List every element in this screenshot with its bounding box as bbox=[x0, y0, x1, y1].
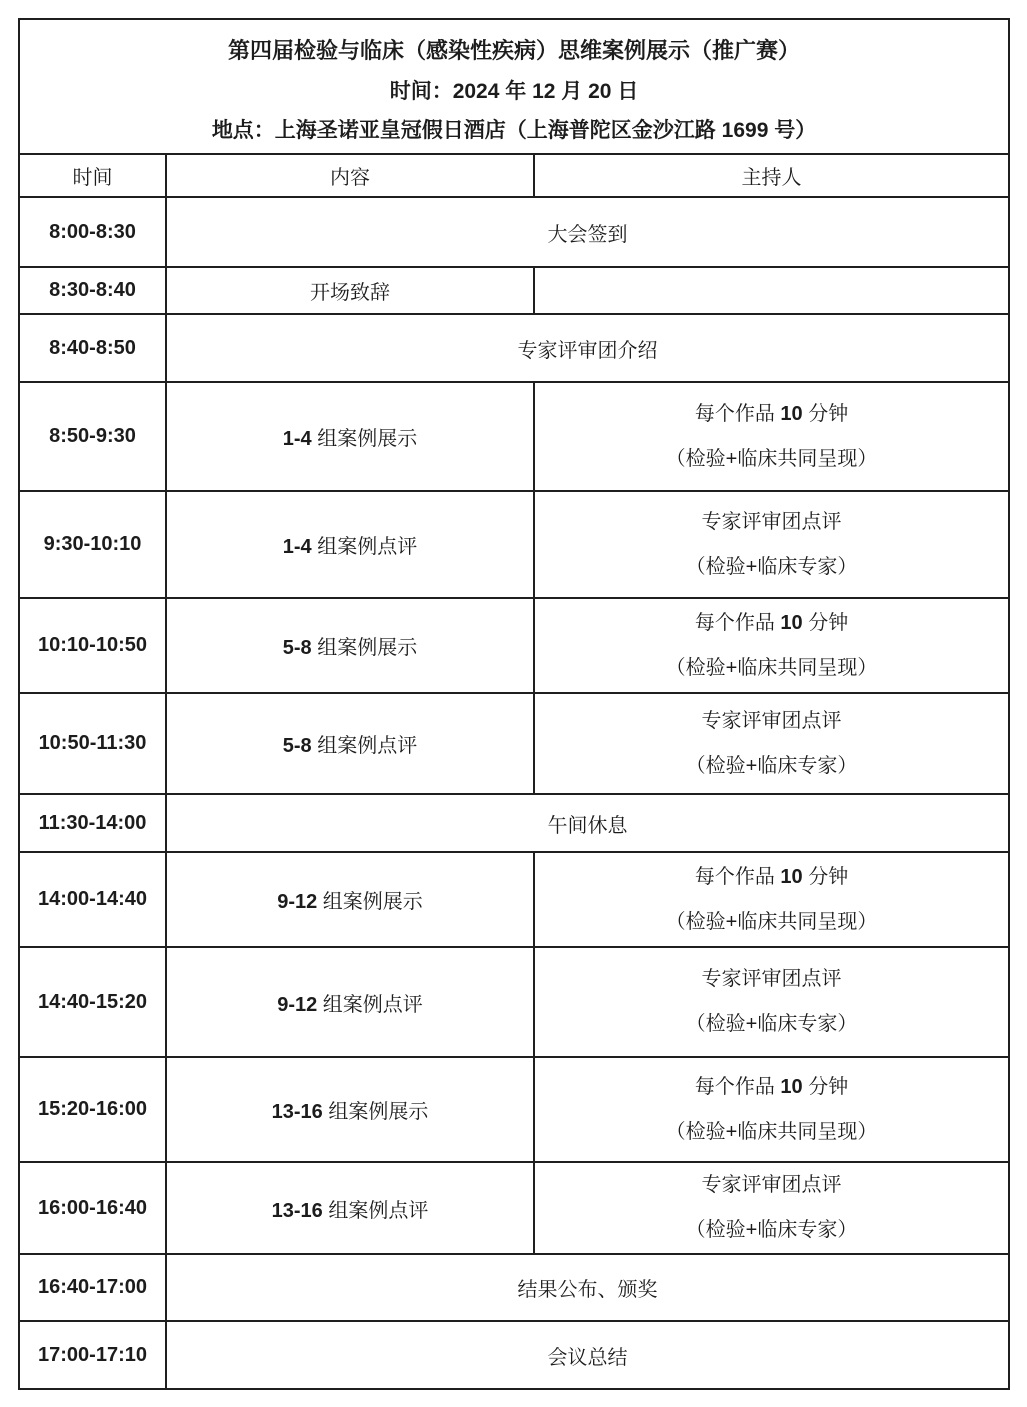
host-line-1: 专家评审团点评 bbox=[701, 709, 842, 732]
content-cell: 5-8 组案例展示 bbox=[166, 598, 534, 693]
table-row bbox=[19, 314, 1009, 382]
merged-content-cell: 会议总结 bbox=[166, 1321, 1009, 1389]
merged-content-cell: 专家评审团介绍 bbox=[166, 314, 1009, 382]
host-cell bbox=[534, 1057, 1009, 1162]
host-line-1: 每个作品 10 分钟 bbox=[694, 611, 849, 634]
host-cell bbox=[534, 947, 1009, 1057]
column-header-host: 主持人 bbox=[534, 154, 1009, 197]
merged-content-cell: 午间休息 bbox=[166, 794, 1009, 852]
content-cell: 5-8 组案例点评 bbox=[166, 693, 534, 794]
time-cell: 10:50-11:30 bbox=[19, 693, 166, 794]
merged-content-cell: 结果公布、颁奖 bbox=[166, 1254, 1009, 1321]
table-row bbox=[19, 197, 1009, 267]
host-line-2: （检验+临床专家） bbox=[685, 1219, 858, 1241]
host-line-2: （检验+临床共同呈现） bbox=[665, 910, 878, 933]
time-cell: 8:30-8:40 bbox=[19, 267, 166, 314]
table-row bbox=[19, 491, 1009, 598]
time-cell: 8:40-8:50 bbox=[19, 314, 166, 382]
table-row bbox=[19, 267, 1009, 314]
host-cell bbox=[534, 382, 1009, 491]
time-cell: 8:00-8:30 bbox=[19, 197, 166, 267]
column-header-time: 时间 bbox=[19, 154, 166, 197]
host-cell-empty bbox=[534, 267, 1009, 314]
time-cell: 10:10-10:50 bbox=[19, 598, 166, 693]
table-row bbox=[19, 598, 1009, 693]
time-cell: 14:40-15:20 bbox=[19, 947, 166, 1057]
content-cell: 13-16 组案例展示 bbox=[166, 1057, 534, 1162]
host-line-2: （检验+临床专家） bbox=[685, 555, 858, 578]
title-block bbox=[19, 19, 1009, 154]
table-row bbox=[19, 794, 1009, 852]
host-line-2: （检验+临床共同呈现） bbox=[665, 656, 878, 679]
host-line-1: 专家评审团点评 bbox=[701, 1174, 842, 1196]
content-cell: 1-4 组案例点评 bbox=[166, 491, 534, 598]
time-cell: 8:50-9:30 bbox=[19, 382, 166, 491]
host-cell bbox=[534, 693, 1009, 794]
content-cell: 9-12 组案例点评 bbox=[166, 947, 534, 1057]
host-cell bbox=[534, 1162, 1009, 1254]
host-line-1: 每个作品 10 分钟 bbox=[694, 402, 849, 425]
host-cell bbox=[534, 598, 1009, 693]
time-cell: 11:30-14:00 bbox=[19, 794, 166, 852]
table-row bbox=[19, 382, 1009, 491]
table-row bbox=[19, 1254, 1009, 1321]
table-row bbox=[19, 693, 1009, 794]
host-line-1: 每个作品 10 分钟 bbox=[694, 1075, 849, 1098]
time-cell: 16:00-16:40 bbox=[19, 1162, 166, 1254]
time-cell: 16:40-17:00 bbox=[19, 1254, 166, 1321]
document-title: 第四届检验与临床（感染性疾病）思维案例展示（推广赛） bbox=[228, 38, 801, 64]
merged-content-cell: 大会签到 bbox=[166, 197, 1009, 267]
content-cell: 13-16 组案例点评 bbox=[166, 1162, 534, 1254]
host-line-1: 专家评审团点评 bbox=[701, 968, 842, 990]
host-line-2: （检验+临床专家） bbox=[685, 1013, 858, 1035]
time-cell: 15:20-16:00 bbox=[19, 1057, 166, 1162]
table-row bbox=[19, 1162, 1009, 1254]
table-row bbox=[19, 1057, 1009, 1162]
host-cell bbox=[534, 491, 1009, 598]
event-date: 时间：2024 年 12 月 20 日 bbox=[389, 79, 639, 103]
host-line-2: （检验+临床专家） bbox=[685, 754, 858, 777]
event-location: 地点：上海圣诺亚皇冠假日酒店（上海普陀区金沙江路 1699 号） bbox=[211, 119, 817, 143]
host-line-2: （检验+临床共同呈现） bbox=[665, 1120, 878, 1143]
table-row bbox=[19, 947, 1009, 1057]
host-cell bbox=[534, 852, 1009, 947]
host-line-2: （检验+临床共同呈现） bbox=[665, 447, 878, 470]
host-line-1: 每个作品 10 分钟 bbox=[694, 865, 849, 888]
table-row bbox=[19, 852, 1009, 947]
time-cell: 17:00-17:10 bbox=[19, 1321, 166, 1389]
time-cell: 14:00-14:40 bbox=[19, 852, 166, 947]
table-row bbox=[19, 1321, 1009, 1389]
conference-schedule-table bbox=[18, 18, 1010, 1390]
time-cell: 9:30-10:10 bbox=[19, 491, 166, 598]
content-cell: 9-12 组案例展示 bbox=[166, 852, 534, 947]
content-cell: 1-4 组案例展示 bbox=[166, 382, 534, 491]
column-header-content: 内容 bbox=[166, 154, 534, 197]
content-cell: 开场致辞 bbox=[166, 267, 534, 314]
host-line-1: 专家评审团点评 bbox=[701, 510, 842, 533]
